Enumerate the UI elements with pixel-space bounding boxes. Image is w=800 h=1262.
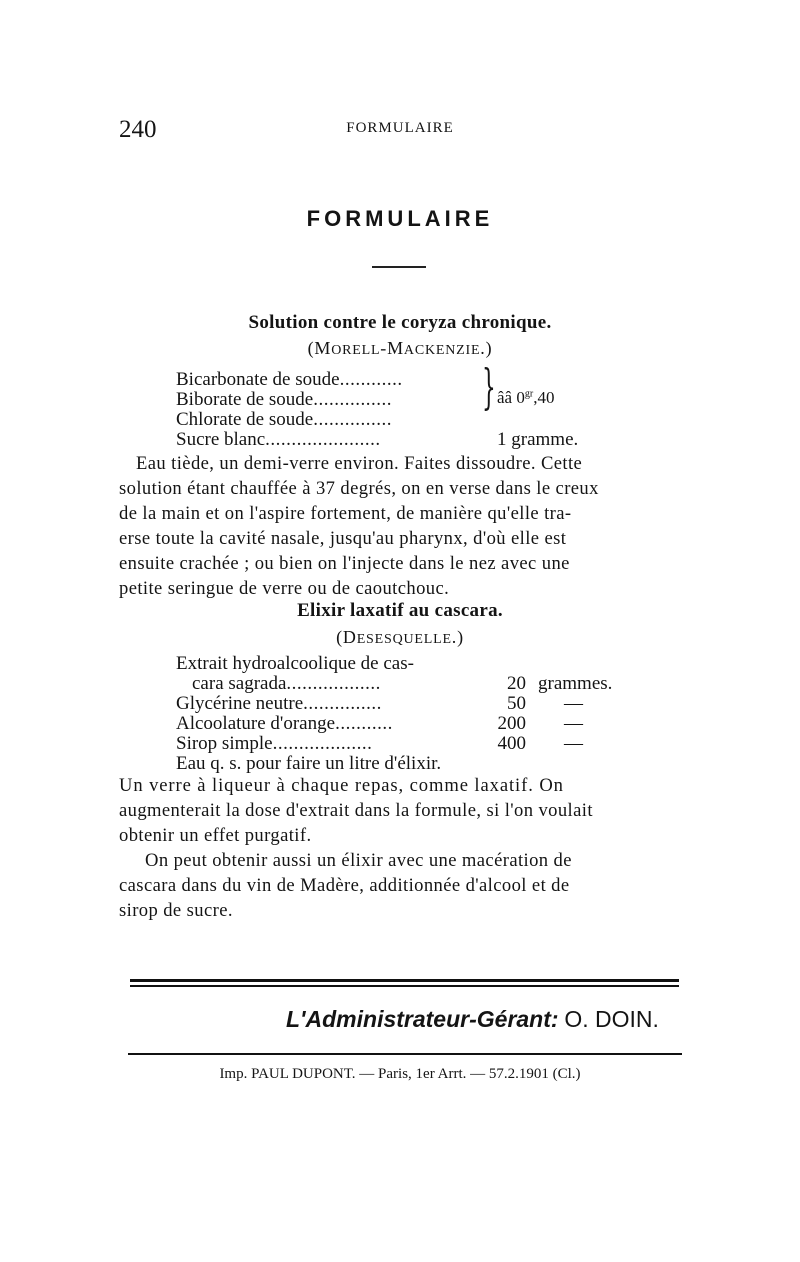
ingredient-row: Glycérine neutre...............	[176, 693, 382, 714]
paragraph-line: cascara dans du vin de Madère, additionnée d'alcool et de	[119, 875, 570, 896]
ingredient-row: Extrait hydroalcoolique de cas-	[176, 653, 414, 674]
instruction-line: erse toute la cavité nasale, jusqu'au pharynx, d'où elle est	[119, 528, 567, 549]
ingredient-quantity: 50	[507, 693, 526, 714]
title-divider	[372, 266, 426, 268]
brace-quantity: ââ $0^{gr},40$	[497, 388, 555, 407]
brace: }	[482, 359, 496, 415]
ingredient-unit: —	[564, 693, 583, 714]
administrator-line: L'Administrateur-Gérant: O. DOIN.	[286, 1006, 659, 1032]
ingredient-row: cara sagrada..................	[192, 673, 381, 694]
ingredient-row: Chlorate de soude...............	[176, 409, 392, 430]
instruction-line: Eau tiède, un demi-verre environ. Faites dissoudre. Cette	[136, 453, 583, 474]
ingredient-unit: —	[564, 733, 583, 754]
paragraph-line: sirop de sucre.	[119, 900, 233, 921]
recipe2-author: (DESESQUELLE.)	[336, 627, 464, 647]
running-title: FORMULAIRE	[346, 120, 454, 136]
ingredient-unit: —	[564, 713, 583, 734]
paragraph-line: obtenir un effet purgatif.	[119, 825, 312, 846]
recipe1-title: Solution contre le coryza chronique.	[248, 312, 552, 333]
instruction-line: petite seringue de verre ou de caoutchouc.	[119, 578, 450, 599]
instruction-line: ensuite crachée ; ou bien on l'injecte dans le nez avec une	[119, 553, 570, 574]
ingredient-row: Sirop simple...................	[176, 733, 373, 754]
page-number: 240	[119, 116, 157, 143]
ingredient-row: Eau q. s. pour faire un litre d'élixir.	[176, 753, 442, 774]
paragraph-line: augmenterait la dose d'extrait dans la formule, si l'on voulait	[119, 800, 593, 821]
bottom-rule	[128, 1053, 682, 1055]
recipe1-author: (MORELL-MACKENZIE.)	[307, 338, 493, 358]
footer-rule	[130, 985, 679, 987]
page-title: FORMULAIRE	[306, 206, 494, 231]
ingredient-quantity: 1 gramme.	[497, 429, 579, 450]
ingredient-quantity: 400	[497, 733, 526, 754]
ingredient-quantity: 20	[507, 673, 526, 694]
ingredient-quantity: 200	[497, 713, 526, 734]
ingredient-row: Biborate de soude...............	[176, 389, 392, 410]
ingredient-unit: grammes.	[538, 673, 613, 694]
ingredient-row: Sucre blanc......................	[176, 429, 381, 450]
imprint: Imp. PAUL DUPONT. — Paris, 1er Arrt. — 57.2.1901 (Cl.)	[219, 1066, 581, 1082]
instruction-line: solution étant chauffée à 37 degrés, on en verse dans le creux	[119, 478, 599, 499]
footer-rule	[130, 979, 679, 982]
paragraph-line: Un verre à liqueur à chaque repas, comme laxatif. On	[119, 775, 564, 796]
recipe2-title: Elixir laxatif au cascara.	[297, 600, 503, 621]
instruction-line: de la main et on l'aspire fortement, de manière qu'elle tra-	[119, 503, 572, 524]
ingredient-row: Bicarbonate de soude............	[176, 369, 403, 390]
ingredient-row: Alcoolature d'orange...........	[176, 713, 393, 734]
paragraph-line: On peut obtenir aussi un élixir avec une macération de	[145, 850, 572, 871]
